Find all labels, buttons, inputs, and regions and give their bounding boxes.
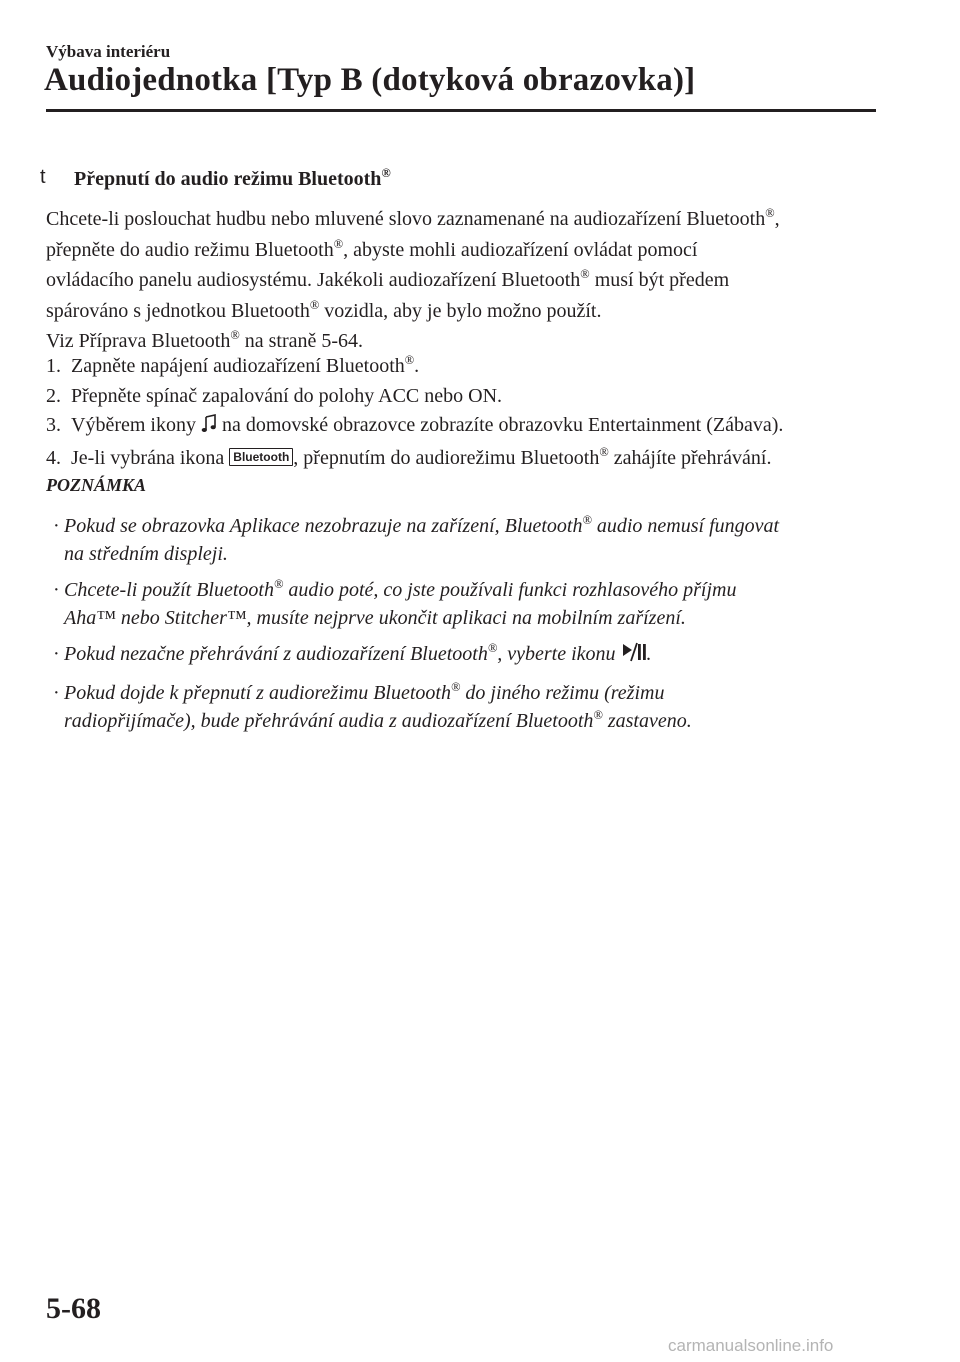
registered-mark: ® — [381, 165, 391, 180]
bullet: · — [53, 643, 60, 665]
step-item: 3. Výběrem ikony na domovské obrazovce zobrazíte obrazovku Entertainment (Zábava). — [46, 411, 906, 444]
step-number: 2. — [46, 384, 61, 407]
intro-line: spárováno s jednotkou Bluetooth® vozidla, aby je bylo možno použít. — [46, 297, 602, 322]
steps-list — [46, 352, 906, 473]
page-number: 5-68 — [46, 1292, 101, 1325]
bullet: · — [53, 682, 60, 704]
bullet: · — [53, 579, 60, 601]
bluetooth-source-badge: Bluetooth — [229, 448, 293, 466]
note-item: · Chcete-li použít Bluetooth® audio poté, co jste používali funkci rozhlasového příjmu Aha™ nebo Stitcher™, musíte nejprve ukončit aplikaci na mobilním zařízení. — [53, 576, 737, 629]
step-item: 1. Zapněte napájení audiozařízení Bluetooth®. — [46, 352, 906, 382]
intro-line: ovládacího panelu audiosystému. Jakékoli audiozařízení Bluetooth® musí být předem — [46, 266, 730, 291]
bullet: · — [53, 515, 60, 537]
step-item: 2. Přepněte spínač zapalování do polohy ACC nebo ON. — [46, 382, 906, 412]
music-note-icon — [201, 414, 217, 444]
notes-list — [46, 512, 906, 743]
watermark: carmanualsonline.info — [668, 1336, 834, 1355]
section-heading — [74, 165, 391, 191]
play-pause-icon — [621, 641, 647, 671]
intro-line: Chcete-li poslouchat hudbu nebo mluvené slovo zaznamenané na audiozařízení Bluetooth®, — [46, 205, 780, 230]
step-item: 4. Je-li vybrána ikona Bluetooth , přepnutím do audiorežimu Bluetooth® zahájíte přehrávání. — [46, 444, 906, 474]
page-title: Audiojednotka [Typ B (dotyková obrazovka)] — [44, 62, 696, 98]
note-title: POZNÁMKA — [46, 475, 147, 495]
step-number: 4. — [46, 446, 61, 469]
intro-line: přepněte do audio režimu Bluetooth®, abyste mohli audiozařízení ovládat pomocí — [46, 236, 698, 261]
section-marker: t — [40, 166, 46, 188]
step-number: 3. — [46, 414, 61, 436]
section-label: Výbava interiéru — [46, 42, 171, 61]
section-heading-text: Přepnutí do audio režimu Bluetooth — [74, 168, 382, 190]
note-item: · Pokud se obrazovka Aplikace nezobrazuje na zařízení, Bluetooth® audio nemusí fungovat na středním displeji. — [53, 512, 780, 565]
step-number: 1. — [46, 355, 61, 377]
intro-paragraph — [46, 204, 896, 357]
note-item: · Pokud nezačne přehrávání z audiozařízení Bluetooth®, vyberte ikonu . — [46, 640, 906, 671]
cross-reference: Viz Příprava Bluetooth® na straně 5-64. — [46, 327, 364, 352]
title-divider — [46, 109, 876, 112]
note-item: · Pokud dojde k přepnutí z audiorežimu Bluetooth® do jiného režimu (režimu radiopřijímače), bude přehrávání audia z audiozařízení Bluetooth® zastaveno. — [53, 679, 692, 732]
